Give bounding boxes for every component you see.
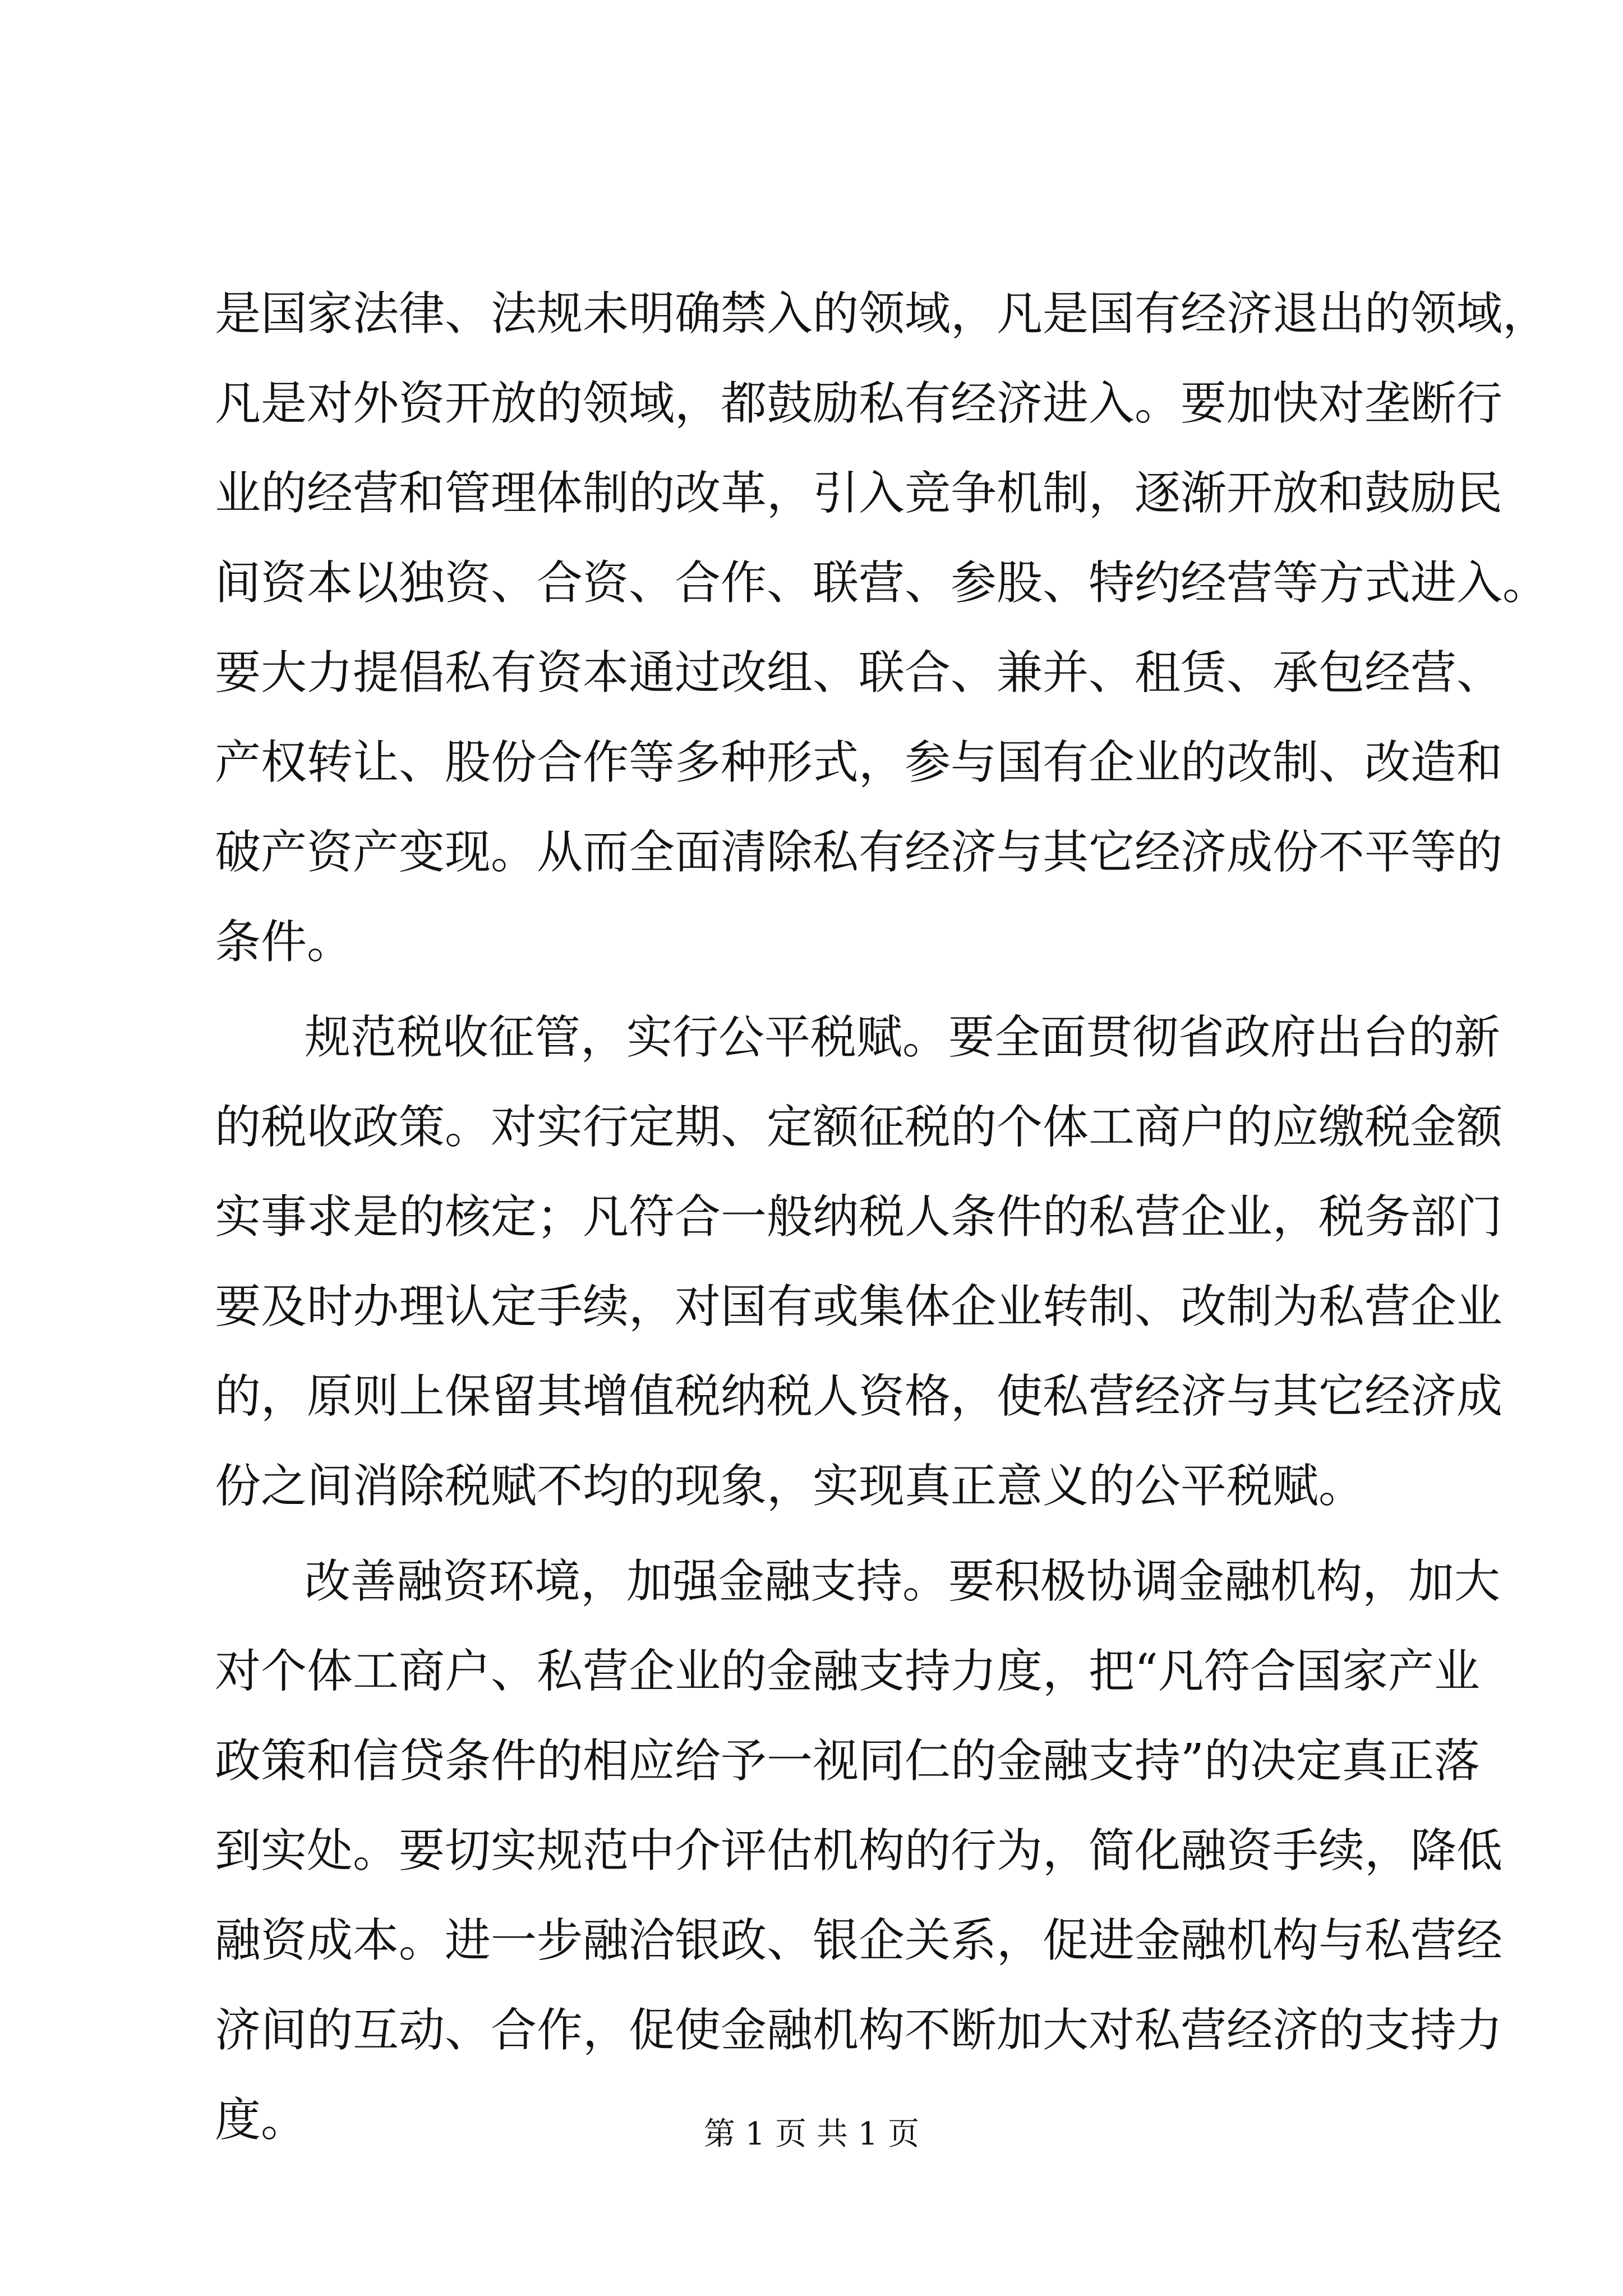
paragraph-3-line-6: 济间的互动、合作，促使金融机构不断加大对私营经济的支持力 — [215, 2004, 1503, 2057]
paragraph-2-line-2: 的税收政策。对实行定期、定额征税的个体工商户的应缴税金额 — [215, 1101, 1503, 1154]
paragraph-1-line-2: 凡是对外资开放的领域，都鼓励私有经济进入。要加快对垄断行 — [215, 377, 1503, 430]
paragraph-2-line-3: 实事求是的核定；凡符合一般纳税人条件的私营企业，税务部门 — [215, 1190, 1503, 1244]
paragraph-3-line-2: 对个体工商户、私营企业的金融支持力度，把“凡符合国家产业 — [215, 1645, 1480, 1698]
paragraph-1-line-7: 破产资产变现。从而全面清除私有经济与其它经济成份不平等的 — [215, 826, 1503, 879]
paragraph-1-line-1: 是国家法律、法规未明确禁入的领域，凡是国有经济退出的领域， — [215, 287, 1549, 341]
paragraph-1-line-3: 业的经营和管理体制的改革，引入竞争机制，逐渐开放和鼓励民 — [215, 467, 1503, 520]
page-number-footer: 第 1 页 共 1 页 — [703, 2116, 920, 2152]
paragraph-3-line-3: 政策和信贷条件的相应给予一视同仁的金融支持”的决定真正落 — [215, 1734, 1480, 1788]
paragraph-3-line-4: 到实处。要切实规范中介评估机构的行为，简化融资手续，降低 — [215, 1824, 1503, 1878]
paragraph-1-line-5: 要大力提倡私有资本通过改组、联合、兼并、租赁、承包经营、 — [215, 646, 1503, 700]
paragraph-2-line-5: 的，原则上保留其增值税纳税人资格，使私营经济与其它经济成 — [215, 1370, 1503, 1423]
paragraph-1-line-6: 产权转让、股份合作等多种形式，参与国有企业的改制、改造和 — [215, 736, 1503, 789]
paragraph-2-line-6: 份之间消除税赋不均的现象，实现真正意义的公平税赋。 — [215, 1460, 1365, 1513]
paragraph-3-line-7: 度。 — [215, 2093, 307, 2147]
paragraph-3-line-5: 融资成本。进一步融洽银政、银企关系，促进金融机构与私营经 — [215, 1914, 1503, 1967]
paragraph-2-line-4: 要及时办理认定手续，对国有或集体企业转制、改制为私营企业 — [215, 1280, 1503, 1333]
paragraph-2-line-1: 规范税收征管，实行公平税赋。要全面贯彻省政府出台的新 — [305, 1011, 1501, 1064]
paragraph-1-line-8: 条件。 — [215, 915, 353, 969]
paragraph-3-line-1: 改善融资环境，加强金融支持。要积极协调金融机构，加大 — [305, 1555, 1501, 1608]
paragraph-1-line-4: 间资本以独资、合资、合作、联营、参股、特约经营等方式进入。 — [215, 556, 1549, 610]
